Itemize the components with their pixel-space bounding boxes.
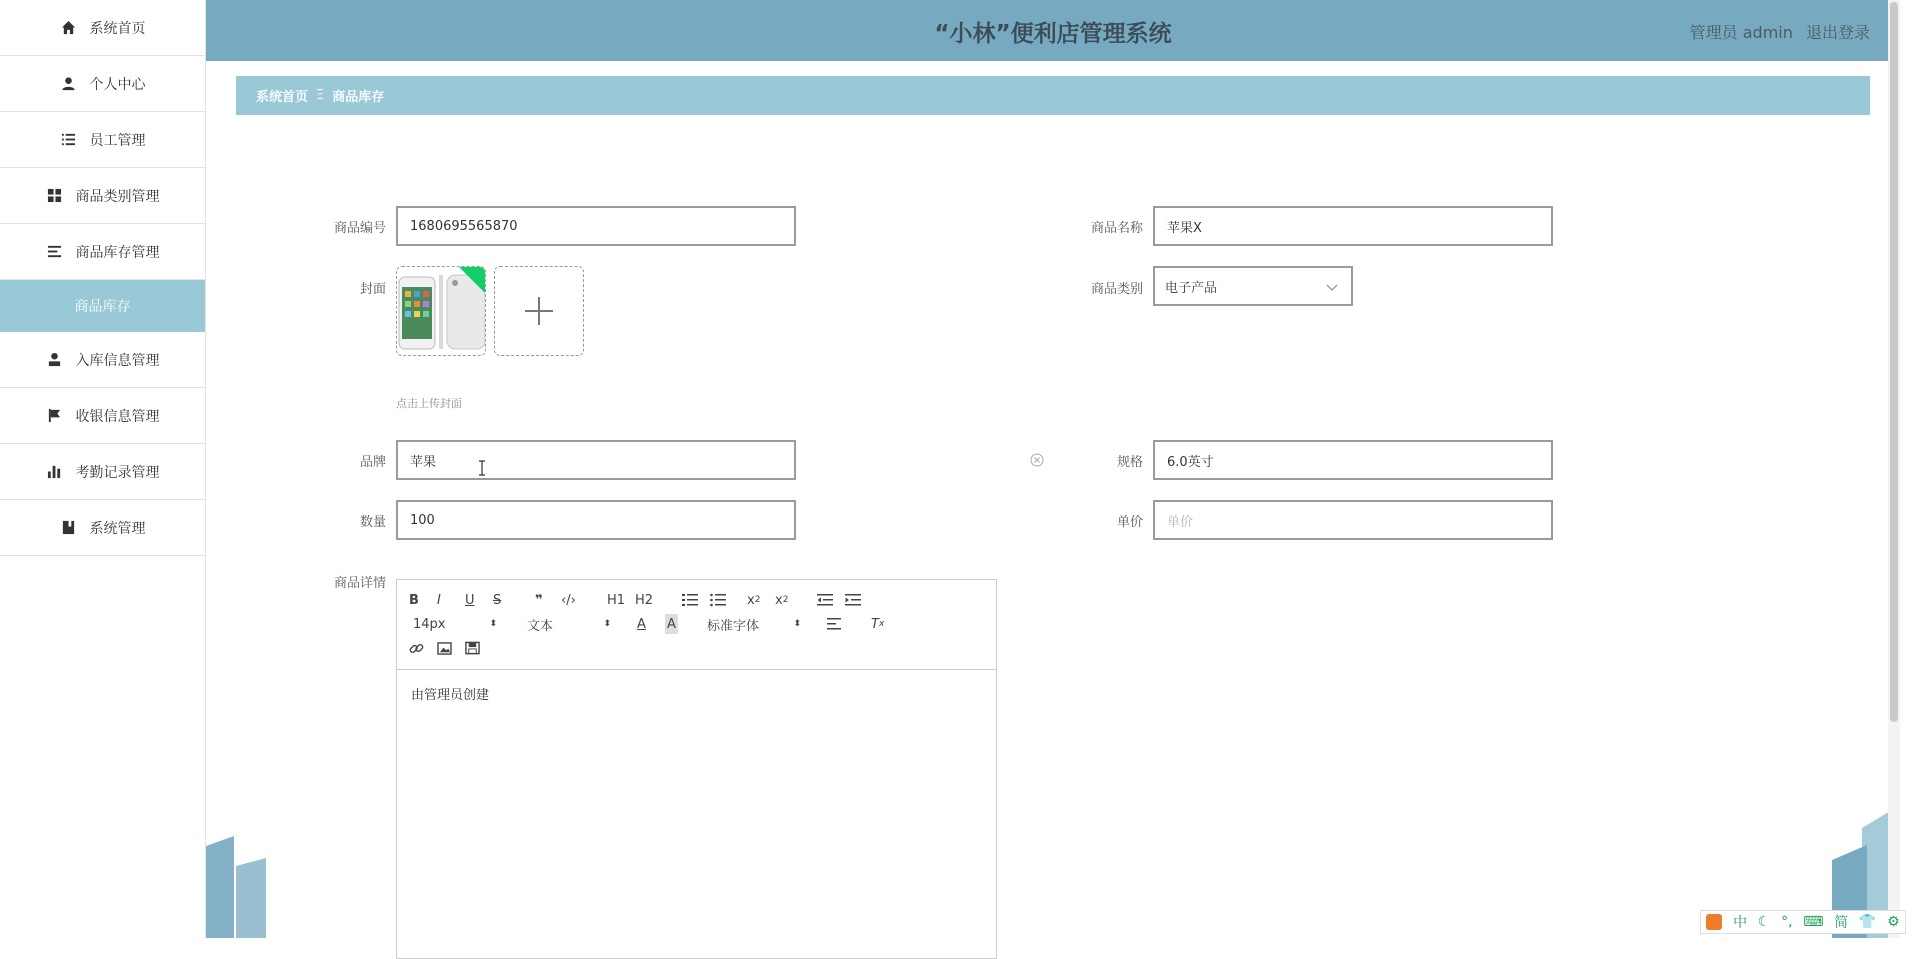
sidebar-item-label: 商品库存管理 xyxy=(76,242,160,262)
book-icon xyxy=(60,519,78,537)
sidebar-item-staff[interactable] xyxy=(0,112,205,168)
h2-label: H2 xyxy=(635,593,653,608)
sidebar-item-label: 收银信息管理 xyxy=(76,406,160,426)
sidebar-item-label: 入库信息管理 xyxy=(76,350,160,370)
heading1-icon[interactable] xyxy=(607,590,625,610)
ordered-list-icon[interactable] xyxy=(682,590,698,610)
plus-icon xyxy=(525,297,553,325)
category-select[interactable] xyxy=(1153,266,1353,306)
sidebar-item-category[interactable] xyxy=(0,168,205,224)
sidebar-item-label: 员工管理 xyxy=(90,130,146,150)
decoration-left xyxy=(206,836,266,938)
sidebar-item-label: 商品类别管理 xyxy=(76,186,160,206)
heading2-icon[interactable] xyxy=(635,590,653,610)
settings-icon[interactable]: ⚙ xyxy=(1887,914,1900,930)
sidebar-item-profile[interactable] xyxy=(0,56,205,112)
name-input[interactable]: 苹果X xyxy=(1153,206,1553,246)
superscript-icon[interactable]: x 2 xyxy=(775,590,788,610)
video-icon[interactable] xyxy=(465,638,480,658)
menu-icon xyxy=(46,243,64,261)
cover-thumbnail[interactable] xyxy=(396,266,486,356)
home-icon xyxy=(60,19,78,37)
select-arrows-icon: ⬍ xyxy=(603,619,611,629)
cover-label: 封面 xyxy=(296,278,386,297)
clear-format-icon[interactable]: T x xyxy=(871,614,884,634)
code-input[interactable]: 1680695565870 xyxy=(396,206,796,246)
detail-label: 商品详情 xyxy=(296,572,386,591)
sidebar-item-label: 商品库存 xyxy=(75,296,131,316)
quote-icon[interactable]: ❞ xyxy=(535,590,543,610)
font-size-value: 14px xyxy=(413,617,446,632)
moon-icon[interactable]: ☾ xyxy=(1758,914,1771,930)
indent-icon[interactable] xyxy=(845,590,861,610)
sidebar-item-label: 系统首页 xyxy=(90,18,146,38)
scrollbar-thumb[interactable] xyxy=(1890,2,1898,722)
select-arrows-icon: ⬍ xyxy=(489,619,497,629)
phone-image-icon xyxy=(397,267,486,356)
sidebar-item-system[interactable] xyxy=(0,500,205,556)
brand-input[interactable]: 苹果 xyxy=(396,440,796,480)
cover-hint: 点击上传封面 xyxy=(396,395,462,411)
user-icon xyxy=(60,75,78,93)
rich-text-editor xyxy=(396,579,997,959)
price-label: 单价 xyxy=(1053,511,1143,530)
outdent-icon[interactable] xyxy=(817,590,833,610)
ime-language[interactable]: 中 xyxy=(1733,912,1747,932)
block-format-value: 文本 xyxy=(527,615,553,634)
brand-label: 品牌 xyxy=(296,451,386,470)
sidebar-item-home[interactable] xyxy=(0,0,205,56)
font-family-select[interactable] xyxy=(707,614,801,634)
font-family-value: 标准字体 xyxy=(707,615,759,634)
text-cursor-icon xyxy=(478,460,486,476)
category-label: 商品类别 xyxy=(1053,278,1143,297)
page-title: “小林”便利店管理系统 xyxy=(206,15,1900,48)
flag-icon xyxy=(46,407,64,425)
link-icon[interactable] xyxy=(409,638,424,658)
font-color-icon[interactable]: A xyxy=(637,614,646,634)
breadcrumb-current: 商品库存 xyxy=(332,86,384,105)
cover-upload-button[interactable] xyxy=(494,266,584,356)
h1-label: H1 xyxy=(607,593,625,608)
strike-icon[interactable]: S xyxy=(493,590,501,610)
select-arrows-icon: ⬍ xyxy=(793,619,801,629)
ime-simplified[interactable]: 简 xyxy=(1834,912,1848,932)
skin-icon[interactable]: 👕 xyxy=(1859,914,1876,930)
image-icon[interactable] xyxy=(437,638,452,658)
category-select-value: 电子产品 xyxy=(1165,277,1217,296)
user-area xyxy=(1682,20,1870,43)
editor-content[interactable]: 由管理员创建 xyxy=(397,670,996,717)
user-label: 管理员 admin xyxy=(1690,23,1793,42)
italic-icon[interactable]: I xyxy=(437,590,441,610)
background-color-icon[interactable]: A xyxy=(665,614,678,634)
sidebar-item-inventory-mgmt[interactable] xyxy=(0,224,205,280)
breadcrumb xyxy=(236,76,1870,115)
header-bar xyxy=(206,0,1900,61)
name-label: 商品名称 xyxy=(1053,217,1143,236)
clear-icon[interactable] xyxy=(1030,453,1044,467)
font-size-select[interactable] xyxy=(413,614,497,634)
sogou-logo-icon xyxy=(1706,914,1722,930)
breadcrumb-separator: Ξ xyxy=(316,88,324,103)
sidebar-item-attendance[interactable] xyxy=(0,444,205,500)
bullet-list-icon[interactable] xyxy=(710,590,726,610)
spec-input[interactable]: 6.0英寸 xyxy=(1153,440,1553,480)
grid-icon xyxy=(46,187,64,205)
breadcrumb-home[interactable]: 系统首页 xyxy=(256,86,308,105)
person-icon xyxy=(46,351,64,369)
sidebar-item-label: 考勤记录管理 xyxy=(76,462,160,482)
qty-input[interactable]: 100 xyxy=(396,500,796,540)
code-label: 商品编号 xyxy=(296,217,386,236)
align-icon[interactable] xyxy=(827,614,841,634)
logout-link[interactable]: 退出登录 xyxy=(1806,23,1870,42)
qty-label: 数量 xyxy=(296,511,386,530)
sidebar xyxy=(0,0,206,938)
chevron-down-icon xyxy=(1325,280,1339,294)
editor-toolbar xyxy=(397,580,996,670)
code-icon[interactable]: ‹/› xyxy=(561,590,576,610)
keyboard-icon[interactable]: ⌨ xyxy=(1803,914,1823,930)
sidebar-item-cashier[interactable] xyxy=(0,388,205,444)
bar-chart-icon xyxy=(46,463,64,481)
subscript-icon[interactable]: x 2 xyxy=(747,590,760,610)
sidebar-item-inventory[interactable] xyxy=(0,280,205,332)
sidebar-item-label: 个人中心 xyxy=(90,74,146,94)
sidebar-item-stock-in[interactable] xyxy=(0,332,205,388)
list-icon xyxy=(60,131,78,149)
punctuation-icon[interactable]: °, xyxy=(1781,914,1792,930)
bold-icon[interactable]: B xyxy=(409,590,419,610)
sidebar-item-label: 系统管理 xyxy=(90,518,146,538)
scrollbar[interactable] xyxy=(1888,0,1900,938)
spec-label: 规格 xyxy=(1053,451,1143,470)
price-input[interactable]: 单价 xyxy=(1153,500,1553,540)
ime-toolbar xyxy=(1700,910,1906,934)
block-format-select[interactable] xyxy=(527,614,611,634)
underline-icon[interactable]: U xyxy=(465,590,475,610)
